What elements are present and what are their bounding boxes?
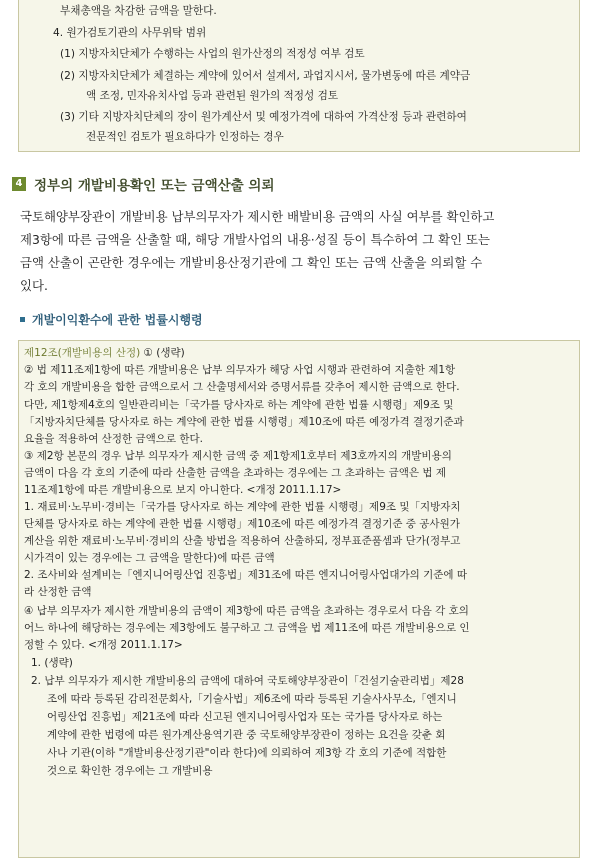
law-excerpt-box [18, 340, 580, 858]
subheading [20, 311, 203, 328]
excerpt-line: (2) 지방자치단체가 체결하는 계약에 있어서 설계서, 과업지시서, 물가변동에 따른 계약금 [60, 70, 471, 82]
law-indented-line: 2. 납부 의무자가 제시한 개발비용의 금액에 대하여 국토해양부장관이「건설기술관리법」제28 [31, 675, 464, 687]
law-line: 각 호의 개발비용을 합한 금액으로서 그 산출명세서와 증명서류를 갖추어 제시한 금액으로 한다. [24, 381, 460, 393]
law-article-title: 제12조(개발비용의 산정) [24, 347, 141, 359]
law-line: ③ 제2항 본문의 경우 납부 의무자가 제시한 금액 중 제1항제1호부터 제3호까지의 개발비용의 [24, 450, 452, 462]
law-line: 라 산정한 금액 [24, 586, 92, 598]
law-line: ② 법 제11조제1항에 따른 개발비용은 납부 의무자가 해당 사업 시행과 관련하여 지출한 제1항 [24, 364, 456, 376]
excerpt-line: 부채총액을 차감한 금액을 말한다. [60, 5, 217, 17]
excerpt-line: (1) 지방자치단체가 수행하는 사업의 원가산정의 적정성 여부 검토 [60, 48, 365, 60]
section-heading [12, 174, 275, 194]
excerpt-line: 4. 원가검토기관의 사무위탁 범위 [53, 27, 207, 39]
top-excerpt-box [18, 0, 580, 152]
law-indented-line: 계약에 관한 법령에 따른 원가계산용역기관 중 국토해양부장관이 정하는 요건을 갖춘 회 [47, 729, 446, 741]
square-bullet-icon [20, 317, 25, 322]
law-line: 다만, 제1항제4호의 일반관리비는「국가를 당사자로 하는 계약에 관한 법률 시행령」제9조 및 [24, 399, 454, 411]
body-paragraph-line: 금액 산출이 곤란한 경우에는 개발비용산정기관에 그 확인 또는 금액 산출을 의뢰할 수 [20, 255, 483, 270]
law-line: 「지방자치단체를 당사자로 하는 계약에 관한 법률 시행령」제10조에 따른 예정가격 결정기준과 [24, 416, 464, 428]
law-indented-line: 사나 기관(이하 "개발비용산정기관"이라 한다)에 의뢰하여 제3항 각 호의 기준에 적합한 [47, 747, 447, 759]
law-indented-line: 조에 따라 등록된 감리전문회사,「기술사법」제6조에 따라 등록된 기술사사무소,「엔지니 [47, 693, 457, 705]
law-line: ④ 납부 의무자가 제시한 개발비용의 금액이 제3항에 따른 금액을 초과하는 경우로서 다음 각 호의 [24, 605, 469, 617]
excerpt-line: (3) 기타 지방자치단체의 장이 원가계산서 및 예정가격에 대하여 가격산정 등과 관련하여 [60, 111, 467, 123]
excerpt-line: 액 조정, 민자유치사업 등과 관련된 원가의 적정성 검토 [86, 90, 339, 102]
law-line: 단체를 당사자로 하는 계약에 관한 법률 시행령」제10조에 따른 예정가격 결정기준 중 공사원가 [24, 518, 460, 530]
section-number-badge: 4 [12, 177, 26, 191]
law-line: 금액이 다음 각 호의 기준에 따라 산출한 금액을 초과하는 경우에는 그 초과하는 금액은 법 제 [24, 467, 447, 479]
body-paragraph-line: 있다. [20, 278, 48, 293]
law-line: 2. 조사비와 설계비는「엔지니어링산업 진흥법」제31조에 따른 엔지니어링사업대가의 기준에 따 [24, 569, 468, 581]
law-line: 1. 재료비·노무비·경비는「국가를 당사자로 하는 계약에 관한 법률 시행령」제9조 및「지방자치 [24, 501, 461, 513]
law-indented-line: 1. (생략) [31, 657, 73, 669]
subheading-text: 개발이익환수에 관한 법률시행령 [32, 313, 203, 327]
body-paragraph-line: 국토해양부장관이 개발비용 납부의무자가 제시한 배발비용 금액의 사실 여부를 확인하고 [20, 209, 495, 224]
law-line: 정할 수 있다. <개정 2011.1.17> [24, 639, 183, 651]
law-line: 시가격이 있는 경우에는 그 금액을 말한다)에 따른 금액 [24, 552, 275, 564]
law-title-line [24, 345, 185, 362]
law-line: 요율을 적용하여 산정한 금액으로 한다. [24, 433, 203, 445]
law-article-title-suffix: ① (생략) [140, 347, 185, 359]
body-paragraph-line: 제3항에 따른 금액을 산출할 때, 해당 개발사업의 내용·성질 등이 특수하여 그 확인 또는 [20, 232, 490, 247]
law-line: 11조제1항에 따른 개발비용으로 보지 아니한다. <개정 2011.1.17> [24, 484, 342, 496]
law-line: 계산을 위한 재료비·노무비·경비의 산출 방법을 적용하여 산출하되, 정부표준품셈과 단가(정부고 [24, 535, 461, 547]
law-indented-line: 어링산업 진흥법」제21조에 따라 신고된 엔지니어링사업자 또는 국가를 당사자로 하는 [47, 711, 443, 723]
law-indented-line: 것으로 확인한 경우에는 그 개발비용 [47, 765, 213, 777]
law-line: 어느 하나에 해당하는 경우에는 제3항에도 불구하고 그 금액을 법 제11조에 따른 개발비용으로 인 [24, 622, 470, 634]
excerpt-line: 전문적인 검토가 필요하다가 인정하는 경우 [86, 131, 284, 143]
section-title: 정부의 개발비용확인 또는 금액산출 의뢰 [34, 178, 275, 194]
